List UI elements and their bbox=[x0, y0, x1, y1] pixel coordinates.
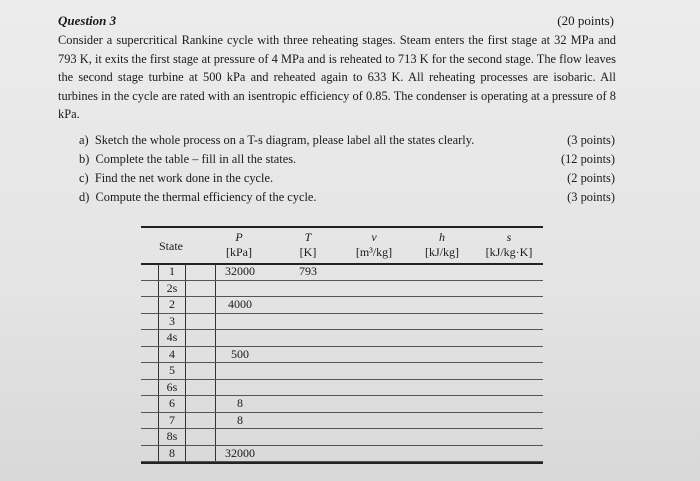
part-points: (2 points) bbox=[567, 171, 615, 185]
pressure-cell bbox=[215, 281, 264, 297]
part-text: Find the net work done in the cycle. bbox=[94, 171, 274, 185]
table-row bbox=[141, 330, 543, 347]
pressure-cell bbox=[215, 363, 264, 379]
table-row bbox=[141, 413, 543, 430]
state-cell: 2 bbox=[158, 297, 186, 313]
table-row bbox=[141, 363, 543, 380]
state-cell: 4 bbox=[158, 347, 186, 363]
question-paragraph: Consider a supercritical Rankine cycle with three reheating stages. Steam enters the first stage at 32 MPa and 793 K, it exits the first stage at pressure of 4 MPa and is reheated to 713 K for the second stage. The flow leaves the second stage turbine at 500 kPa and reheated again to 633 K. All reheating processes are isobaric. All turbines in the cycle are rated with an isentropic efficiency of 0.85. The condenser is operating at a pressure of 8 kPa. bbox=[58, 33, 616, 122]
part-points: (3 points) bbox=[567, 190, 615, 204]
table-row bbox=[141, 281, 543, 298]
table-top-rule bbox=[141, 226, 543, 228]
part-b bbox=[79, 152, 615, 171]
state-cell: 3 bbox=[158, 314, 186, 330]
pressure-cell bbox=[215, 314, 264, 330]
header-state: State bbox=[159, 239, 183, 253]
pressure-cell: 8 bbox=[215, 413, 264, 429]
part-label: a) bbox=[79, 133, 89, 147]
table-row bbox=[141, 347, 543, 364]
pressure-cell bbox=[215, 429, 264, 445]
state-cell: 7 bbox=[158, 413, 186, 429]
table-row bbox=[141, 314, 543, 331]
part-label: c) bbox=[79, 171, 89, 185]
pressure-cell: 32000 bbox=[215, 446, 264, 462]
header-temperature: T [K] bbox=[299, 230, 317, 259]
state-cell: 4s bbox=[158, 330, 186, 346]
part-label: d) bbox=[79, 190, 90, 204]
table-row bbox=[141, 380, 543, 397]
state-cell: 6s bbox=[158, 380, 186, 396]
part-a bbox=[79, 133, 615, 152]
table-row bbox=[141, 297, 543, 314]
pressure-cell: 500 bbox=[215, 347, 264, 363]
temperature-cell: 793 bbox=[299, 264, 317, 278]
state-cell: 8s bbox=[158, 429, 186, 445]
table-bottom-rule bbox=[141, 462, 543, 464]
state-cell: 6 bbox=[158, 396, 186, 412]
header-pressure: P [kPa] bbox=[226, 230, 252, 259]
state-cell: 5 bbox=[158, 363, 186, 379]
question-points: (20 points) bbox=[557, 13, 614, 28]
state-cell: 8 bbox=[158, 446, 186, 462]
part-c bbox=[79, 171, 615, 190]
state-cell: 1 bbox=[158, 264, 186, 280]
part-text: Sketch the whole process on a T-s diagram, please label all the states clearly. bbox=[94, 133, 475, 147]
table-row bbox=[141, 429, 543, 446]
question-parts bbox=[79, 133, 615, 209]
pressure-cell: 32000 bbox=[215, 264, 264, 280]
header-specific-volume: v [m³/kg] bbox=[355, 230, 393, 259]
part-label: b) bbox=[79, 152, 90, 166]
header-enthalpy: h [kJ/kg] bbox=[425, 230, 459, 259]
table-header bbox=[141, 230, 543, 264]
state-cell: 2s bbox=[158, 281, 186, 297]
pressure-cell: 4000 bbox=[215, 297, 264, 313]
part-d bbox=[79, 190, 615, 209]
question-title: Question 3 bbox=[58, 13, 117, 28]
table-row bbox=[141, 396, 543, 413]
part-text: Compute the thermal efficiency of the cycle. bbox=[95, 190, 317, 204]
part-text: Complete the table – fill in all the states. bbox=[95, 152, 297, 166]
part-points: (12 points) bbox=[560, 152, 615, 166]
header-entropy: s [kJ/kg·K] bbox=[485, 230, 533, 259]
table-row bbox=[141, 446, 543, 463]
question-header bbox=[58, 13, 614, 29]
table-row bbox=[141, 264, 543, 281]
part-points: (3 points) bbox=[567, 133, 615, 147]
pressure-cell: 8 bbox=[215, 396, 264, 412]
pressure-cell bbox=[215, 380, 264, 396]
pressure-cell bbox=[215, 330, 264, 346]
